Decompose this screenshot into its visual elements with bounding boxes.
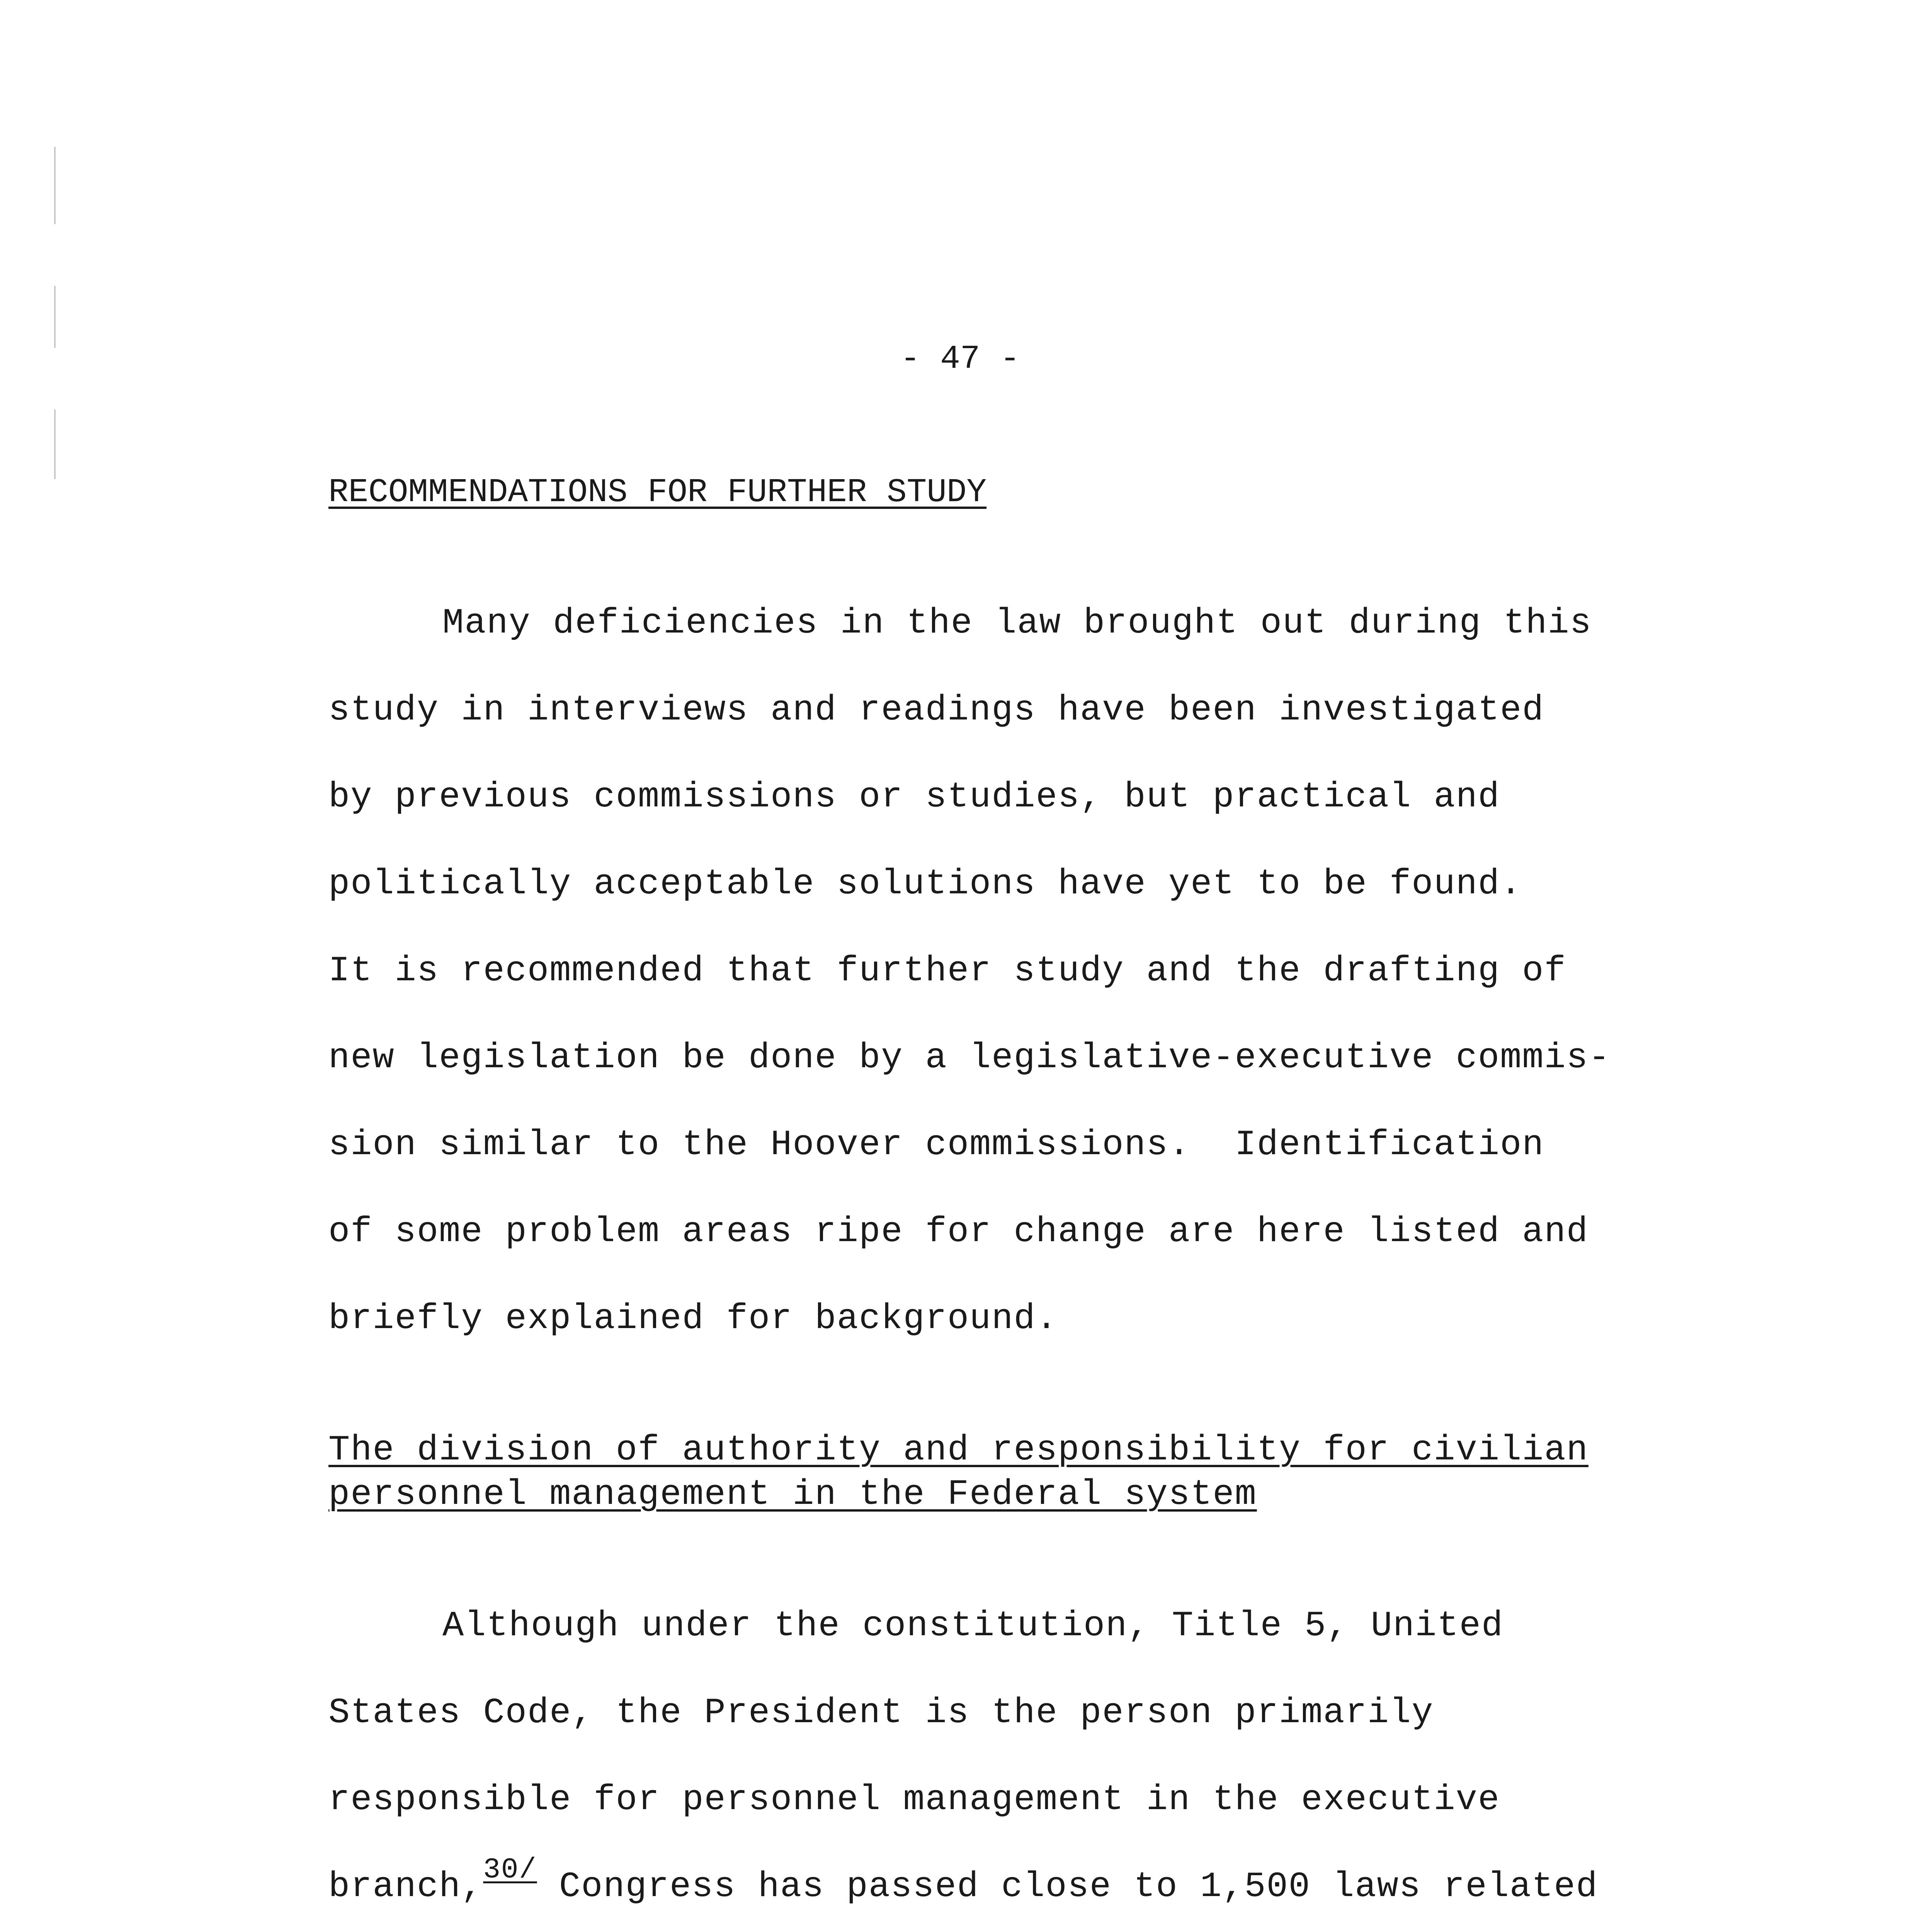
paragraph-1-line: new legislation be done by a legislative-executive commis- (328, 1037, 1611, 1078)
scan-margin-mark (54, 286, 56, 348)
paragraph-1-line: sion similar to the Hoover commissions. Identification (328, 1124, 1544, 1165)
scan-margin-mark (54, 410, 56, 479)
scan-margin-mark (54, 147, 56, 224)
paragraph-2-line: responsible for personnel management in the executive (328, 1779, 1500, 1820)
section-heading-division-of-authority-line-1: The division of authority and responsibility for civilian (328, 1430, 1588, 1470)
paragraph-2-text: branch, (328, 1866, 483, 1907)
section-heading-recommendations: RECOMMENDATIONS FOR FURTHER STUDY (328, 473, 987, 511)
section-heading-division-of-authority-line-2: personnel management in the Federal system (328, 1474, 1257, 1515)
paragraph-1-line: of some problem areas ripe for change are here listed and (328, 1211, 1588, 1252)
paragraph-2-line (328, 1854, 1598, 1907)
page-number: - 47 - (900, 340, 1020, 378)
paragraph-1-line: study in interviews and readings have been investigated (328, 690, 1544, 730)
paragraph-2-line: Although under the constitution, Title 5, United (442, 1605, 1504, 1646)
paragraph-2-line: States Code, the President is the person primarily (328, 1692, 1434, 1733)
paragraph-1-line: by previous commissions or studies, but practical and (328, 777, 1500, 817)
paragraph-1-line: briefly explained for background. (328, 1298, 1058, 1339)
paragraph-1-line: It is recommended that further study and the drafting of (328, 951, 1566, 991)
paragraph-1-line: politically acceptable solutions have yet to be found. (328, 864, 1522, 904)
paragraph-2-text: Congress has passed close to 1,500 laws related (537, 1866, 1598, 1907)
paragraph-1-line: Many deficiencies in the law brought out during this (442, 603, 1592, 643)
footnote-reference-30: 30/ (483, 1854, 537, 1886)
